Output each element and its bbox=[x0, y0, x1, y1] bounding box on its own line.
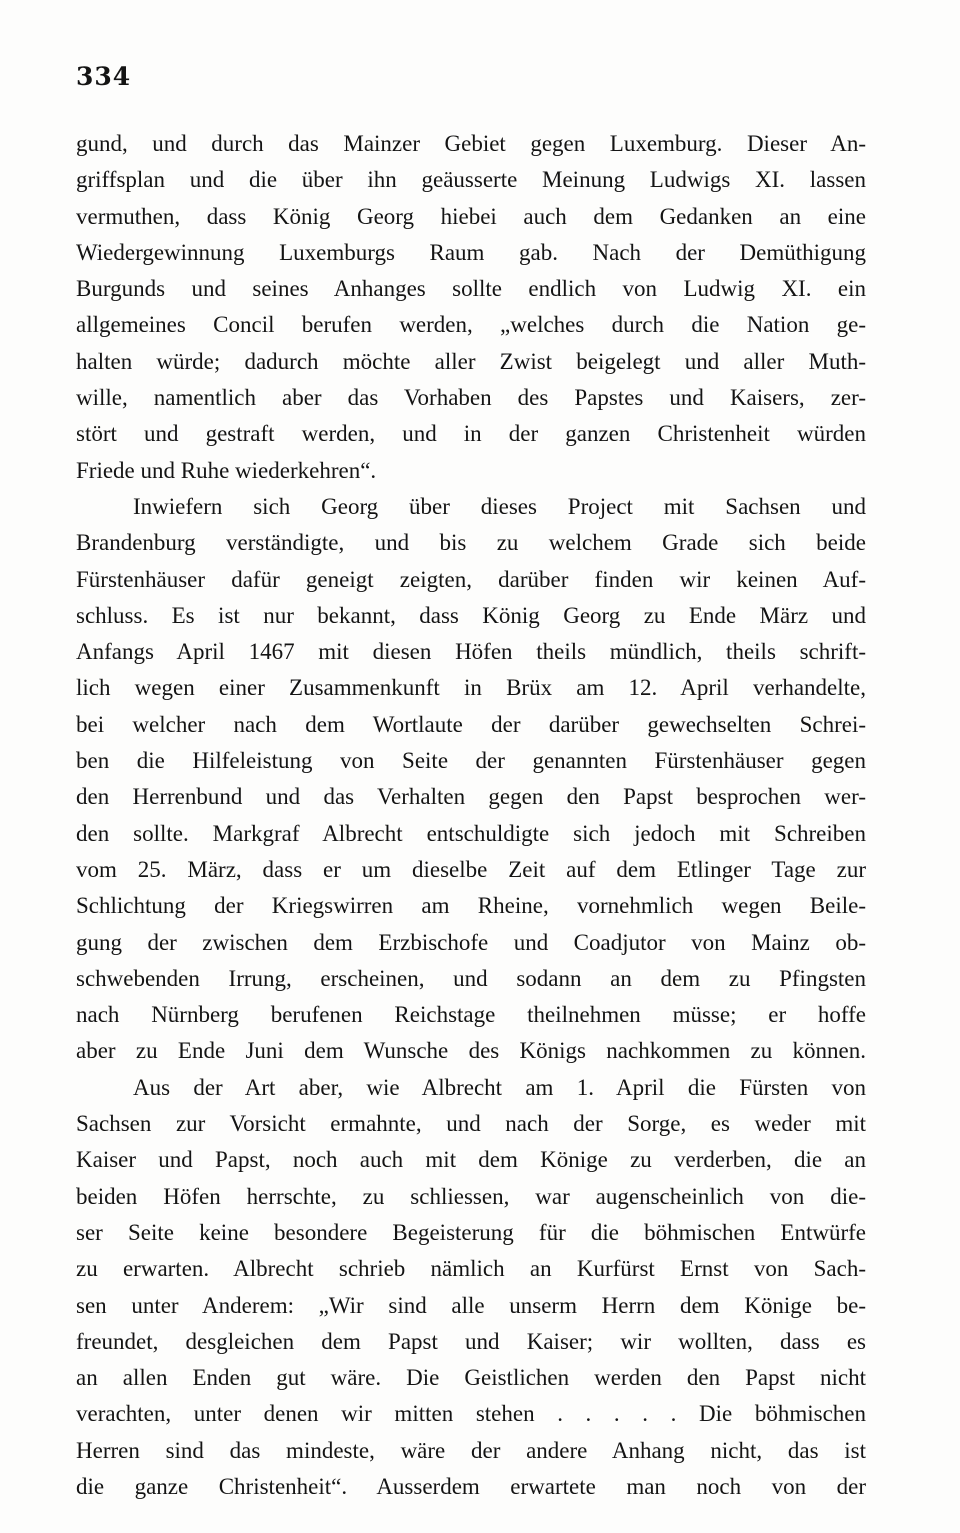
text-line: allgemeines Concil berufen werden, „welches durch die Nation ge- bbox=[76, 312, 866, 338]
text-line: Aus der Art aber, wie Albrecht am 1. April die Fürsten von bbox=[133, 1074, 866, 1100]
body-text bbox=[76, 126, 866, 1505]
text-line: beiden Höfen herrschte, zu schliessen, war augenscheinlich von die- bbox=[76, 1183, 866, 1209]
text-line: zu erwarten. Albrecht schrieb nämlich an Kurfürst Ernst von Sach- bbox=[76, 1256, 866, 1282]
text-line: den Herrenbund und das Verhalten gegen den Papst besprochen wer- bbox=[76, 784, 866, 810]
text-line: vermuthen, dass König Georg hiebei auch dem Gedanken an eine bbox=[76, 203, 866, 229]
text-line: ser Seite keine besondere Begeisterung für die böhmischen Entwürfe bbox=[76, 1219, 866, 1245]
text-line: schwebenden Irrung, erscheinen, und sodann an dem zu Pfingsten bbox=[76, 965, 866, 991]
text-line: freundet, desgleichen dem Papst und Kaiser; wir wollten, dass es bbox=[76, 1328, 866, 1354]
text-line: lich wegen einer Zusammenkunft in Brüx am 12. April verhandelte, bbox=[76, 675, 866, 701]
text-line: Brandenburg verständigte, und bis zu welchem Grade sich beide bbox=[76, 530, 866, 556]
text-line: Schlichtung der Kriegswirren am Rheine, vornehmlich wegen Beile- bbox=[76, 893, 866, 919]
text-line: verachten, unter denen wir mitten stehen . . . . . Die böhmischen bbox=[76, 1401, 866, 1427]
text-line: halten würde; dadurch möchte aller Zwist beigelegt und aller Muth- bbox=[76, 348, 866, 374]
page-number: 334 bbox=[76, 62, 132, 91]
text-line: stört und gestraft werden, und in der ganzen Christenheit würden bbox=[76, 421, 866, 447]
text-line: bei welcher nach dem Wortlaute der darüber gewechselten Schrei- bbox=[76, 711, 866, 737]
text-line: nach Nürnberg berufenen Reichstage theilnehmen müsse; er hoffe bbox=[76, 1002, 866, 1028]
text-line: den sollte. Markgraf Albrecht entschuldigte sich jedoch mit Schreiben bbox=[76, 820, 866, 846]
text-line: die ganze Christenheit“. Ausserdem erwartete man noch von der bbox=[76, 1473, 866, 1499]
text-line: gung der zwischen dem Erzbischofe und Coadjutor von Mainz ob- bbox=[76, 929, 866, 955]
text-line: Sachsen zur Vorsicht ermahnte, und nach der Sorge, es weder mit bbox=[76, 1111, 866, 1137]
text-line: Friede und Ruhe wiederkehren“. bbox=[76, 457, 377, 483]
text-line: ben die Hilfeleistung von Seite der genannten Fürstenhäuser gegen bbox=[76, 748, 866, 774]
text-line: aber zu Ende Juni dem Wunsche des Königs nachkommen zu können. bbox=[76, 1038, 866, 1064]
text-line: vom 25. März, dass er um dieselbe Zeit auf dem Etlinger Tage zur bbox=[76, 856, 866, 882]
text-line: Kaiser und Papst, noch auch mit dem Könige zu verderben, die an bbox=[76, 1147, 866, 1173]
text-line: Herren sind das mindeste, wäre der andere Anhang nicht, das ist bbox=[76, 1437, 866, 1463]
text-line: Anfangs April 1467 mit diesen Höfen theils mündlich, theils schrift- bbox=[76, 639, 866, 665]
text-line: Wiedergewinnung Luxemburgs Raum gab. Nach der Demüthigung bbox=[76, 239, 866, 265]
text-line: an allen Enden gut wäre. Die Geistlichen werden den Papst nicht bbox=[76, 1365, 866, 1391]
text-line: Fürstenhäuser dafür geneigt zeigten, darüber finden wir keinen Auf- bbox=[76, 566, 866, 592]
text-line: sen unter Anderem: „Wir sind alle unserm Herrn dem Könige be- bbox=[76, 1292, 866, 1318]
text-line: griffsplan und die über ihn geäusserte Meinung Ludwigs XI. lassen bbox=[76, 167, 866, 193]
text-line: Burgunds und seines Anhanges sollte endlich von Ludwig XI. ein bbox=[76, 276, 866, 302]
text-line: gund, und durch das Mainzer Gebiet gegen Luxemburg. Dieser An- bbox=[76, 131, 866, 156]
text-line: Inwiefern sich Georg über dieses Project mit Sachsen und bbox=[133, 493, 866, 519]
text-line: wille, namentlich aber das Vorhaben des Papstes und Kaisers, zer- bbox=[76, 385, 866, 411]
text-line: schluss. Es ist nur bekannt, dass König Georg zu Ende März und bbox=[76, 602, 866, 628]
